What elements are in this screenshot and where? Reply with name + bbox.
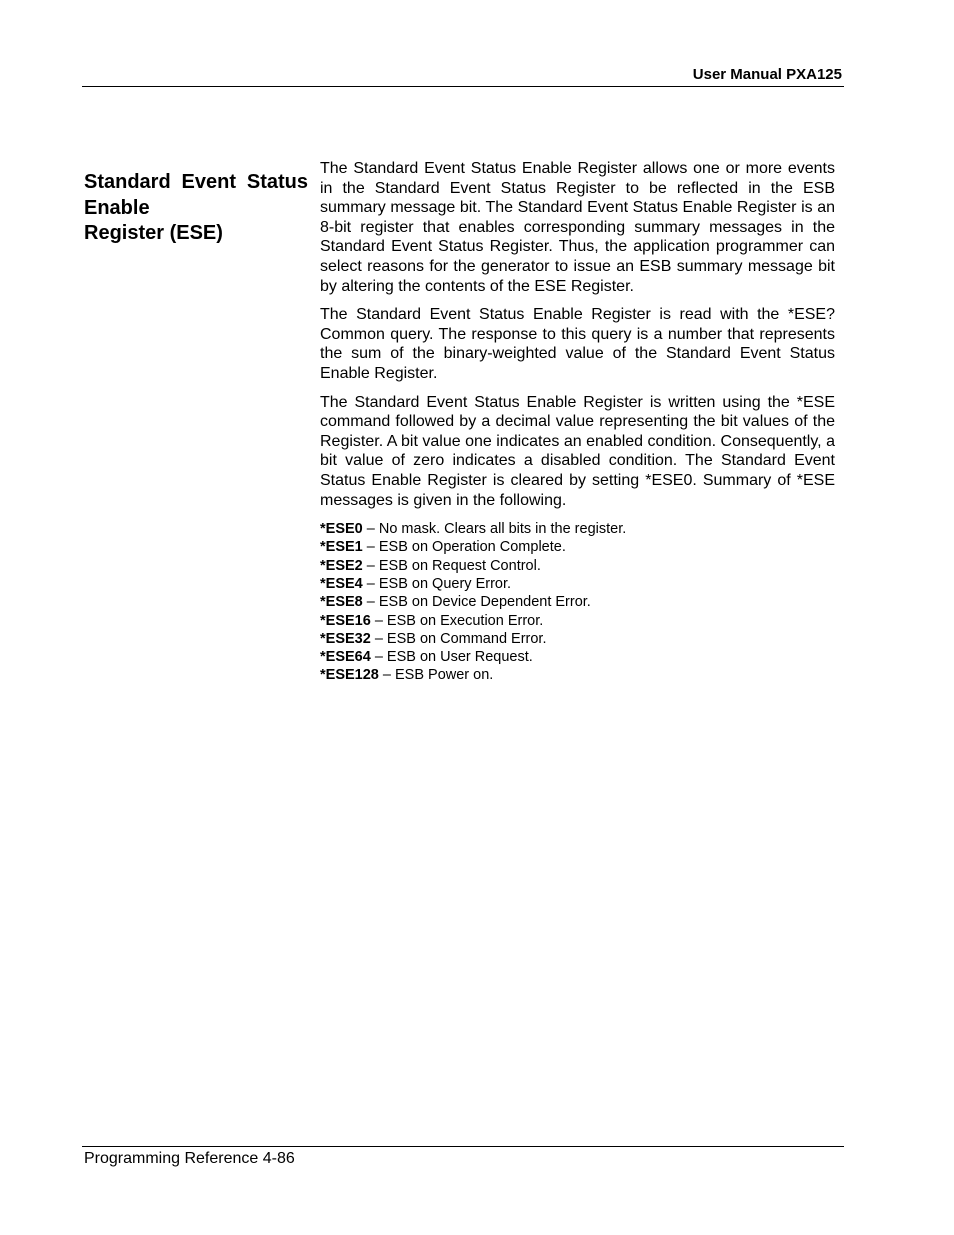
- body-paragraph: The Standard Event Status Enable Register allows one or more events in the Standard Event Status Register to be reflected in the ESB summary message bit. The Standard Event Status Enable Register is an 8-bit register that enables corresponding summary messages in the Standard Event Status Register. Thus, the application programmer can select reasons for the generator to issue an ESB summary message bit by altering the contents of the ESE Register.: [320, 160, 835, 295]
- list-item: [320, 575, 835, 593]
- command-description: – ESB on Request Control.: [362, 557, 541, 574]
- command-code: *ESE64: [320, 649, 371, 666]
- list-item: [320, 538, 835, 556]
- header-divider: [82, 86, 844, 87]
- footer-divider: [82, 1146, 844, 1147]
- section-body: [320, 159, 835, 685]
- list-item: [320, 612, 835, 630]
- command-code: *ESE1: [320, 539, 363, 556]
- command-code: *ESE16: [320, 612, 371, 629]
- section-heading-line-1: Standard Event: [84, 171, 237, 193]
- list-item: [320, 648, 835, 666]
- command-description: – ESB on Query Error.: [362, 575, 512, 592]
- body-paragraph: The Standard Event Status Enable Register is read with the *ESE? Common query. The response to this query is a number that represents the sum of the binary-weighted value of the Standard Event Status Enable Register.: [320, 306, 835, 382]
- section-heading-line-3: Register (ESE): [84, 222, 223, 244]
- ese-command-list: [320, 520, 835, 685]
- list-item: [320, 557, 835, 575]
- command-description: – ESB on Execution Error.: [370, 612, 544, 629]
- command-description: – ESB on Command Error.: [370, 630, 547, 647]
- list-item: [320, 593, 835, 611]
- command-code: *ESE32: [320, 630, 371, 647]
- command-description: – ESB on Device Dependent Error.: [362, 594, 591, 611]
- body-paragraph: The Standard Event Status Enable Register is written using the *ESE command followed by a decimal value representing the bit values of the Register. A bit value one indicates an enabled condition. Consequently, a bit value of zero indicates a disabled condition. The Standard Event Status Enable Register is cleared by setting *ESE0. Summary of *ESE messages is given in the following.: [320, 393, 835, 509]
- command-description: – ESB Power on.: [378, 667, 494, 684]
- page-footer: Programming Reference 4-86: [84, 1150, 295, 1167]
- command-code: *ESE128: [320, 667, 379, 684]
- list-item: [320, 520, 835, 538]
- section-heading: [84, 170, 308, 247]
- list-item: [320, 666, 835, 684]
- section-heading-line-2: Status Enable: [84, 171, 309, 219]
- list-item: [320, 630, 835, 648]
- running-header-title: User Manual PXA125: [692, 66, 842, 83]
- command-description: – ESB on Operation Complete.: [362, 539, 566, 556]
- command-code: *ESE4: [320, 575, 363, 592]
- command-code: *ESE2: [320, 557, 363, 574]
- command-code: *ESE8: [320, 594, 363, 611]
- command-code: *ESE0: [320, 521, 363, 538]
- command-description: – ESB on User Request.: [370, 649, 533, 666]
- command-description: – No mask. Clears all bits in the register.: [362, 521, 627, 538]
